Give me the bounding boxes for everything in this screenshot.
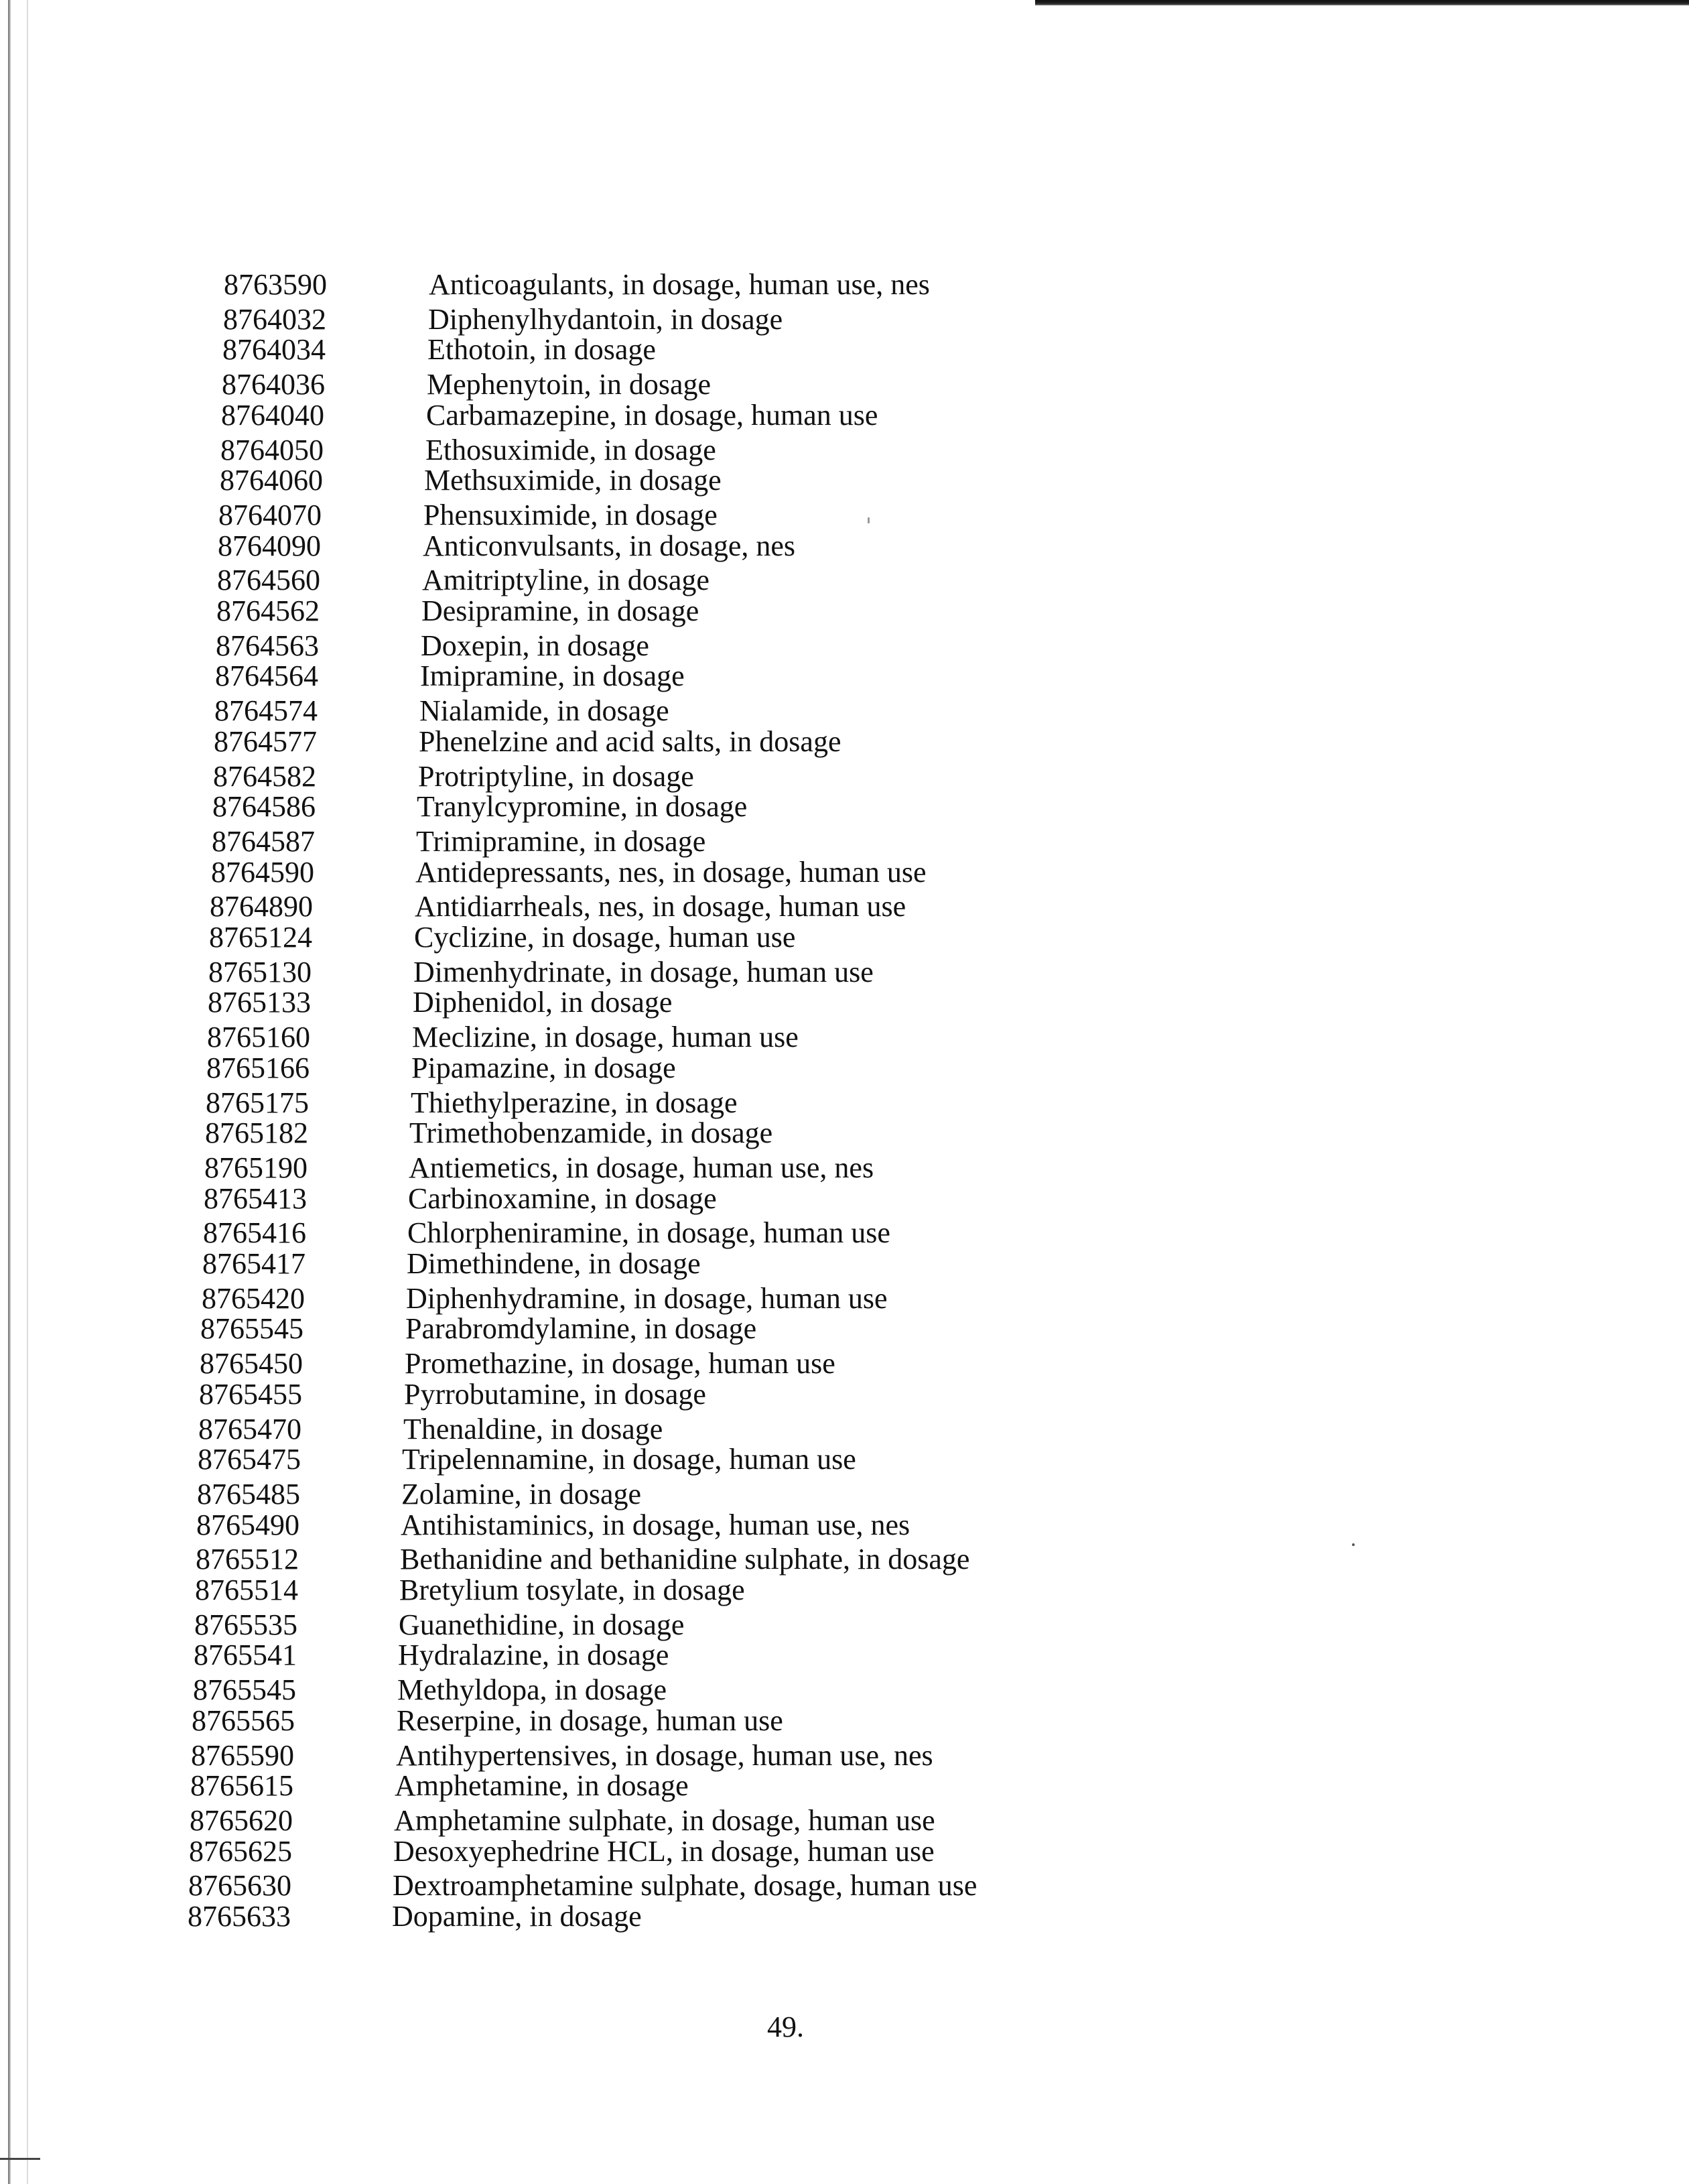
item-code: 8765630 <box>188 1869 291 1902</box>
list-item <box>0 1021 1689 1054</box>
item-code: 8764574 <box>214 694 318 727</box>
item-description: Desipramine, in dosage <box>421 594 699 627</box>
list-item <box>0 303 1689 336</box>
item-description: Carbamazepine, in dosage, human use <box>426 399 878 432</box>
item-description: Reserpine, in dosage, human use <box>397 1704 783 1737</box>
item-description: Hydralazine, in dosage <box>398 1639 669 1671</box>
item-description: Guanethidine, in dosage <box>399 1608 685 1641</box>
list-item <box>0 594 1689 628</box>
item-code: 8765615 <box>190 1769 293 1802</box>
list-item <box>0 856 1689 889</box>
list-item <box>0 1869 1689 1903</box>
item-code: 8764060 <box>220 464 323 497</box>
list-item <box>0 825 1689 858</box>
list-item <box>0 1282 1689 1315</box>
list-item <box>0 368 1689 401</box>
item-code: 8765455 <box>199 1378 302 1411</box>
item-code: 8764560 <box>217 564 320 596</box>
item-code: 8765166 <box>206 1051 310 1084</box>
list-item <box>0 1478 1689 1511</box>
list-item <box>0 1378 1689 1411</box>
scan-top-edge <box>1035 0 1689 5</box>
item-description: Tranylcypromine, in dosage <box>417 790 748 823</box>
item-code: 8765541 <box>194 1639 297 1671</box>
item-code: 8764577 <box>214 725 317 758</box>
item-code: 8764050 <box>220 434 324 466</box>
item-code: 8764564 <box>215 659 318 692</box>
item-description: Cyclizine, in dosage, human use <box>414 921 796 954</box>
item-code: 8765470 <box>198 1413 301 1446</box>
list-item <box>0 1086 1689 1120</box>
item-description: Mephenytoin, in dosage <box>427 368 712 401</box>
item-code: 8765590 <box>191 1739 294 1772</box>
item-description: Thiethylperazine, in dosage <box>411 1086 738 1119</box>
item-code: 8764590 <box>211 856 314 889</box>
item-description: Trimipramine, in dosage <box>416 825 706 858</box>
item-description: Trimethobenzamide, in dosage <box>409 1116 773 1149</box>
item-description: Imipramine, in dosage <box>420 659 685 692</box>
item-code: 8764036 <box>222 368 325 401</box>
item-description: Phenelzine and acid salts, in dosage <box>419 725 841 758</box>
item-code: 8765535 <box>194 1608 297 1641</box>
item-code: 8765450 <box>200 1347 303 1380</box>
list-item <box>0 1347 1689 1380</box>
item-code: 8765175 <box>206 1086 309 1119</box>
item-code: 8764587 <box>212 825 315 858</box>
item-description: Carbinoxamine, in dosage <box>408 1182 717 1215</box>
item-code: 8764034 <box>222 333 326 366</box>
item-description: Parabromdylamine, in dosage <box>405 1312 757 1345</box>
item-description: Phensuximide, in dosage <box>423 499 718 531</box>
item-description: Diphenidol, in dosage <box>413 986 673 1019</box>
item-code: 8764040 <box>221 399 324 432</box>
item-code: 8765420 <box>202 1282 305 1315</box>
item-description: Anticoagulants, in dosage, human use, nes <box>429 268 930 301</box>
list-item <box>0 1608 1689 1642</box>
item-description: Antidepressants, nes, in dosage, human use <box>415 856 927 889</box>
item-description: Bethanidine and bethanidine sulphate, in dosage <box>400 1543 970 1576</box>
item-code: 8764586 <box>212 790 316 823</box>
item-description: Dimethindene, in dosage <box>407 1247 701 1280</box>
item-code: 8765512 <box>196 1543 299 1576</box>
item-code: 8765625 <box>189 1835 292 1868</box>
list-item <box>0 1413 1689 1446</box>
list-item <box>0 790 1689 824</box>
item-description: Promethazine, in dosage, human use <box>405 1347 835 1380</box>
list-item <box>0 1704 1689 1738</box>
list-item <box>0 1182 1689 1216</box>
list-item <box>0 1673 1689 1707</box>
item-description: Antiemetics, in dosage, human use, nes <box>409 1151 874 1184</box>
item-description: Antihypertensives, in dosage, human use, nes <box>396 1739 933 1772</box>
item-description: Methsuximide, in dosage <box>424 464 722 497</box>
item-code: 8763590 <box>224 268 327 301</box>
list-item <box>0 629 1689 663</box>
list-item <box>0 333 1689 367</box>
item-code: 8765416 <box>203 1216 306 1249</box>
list-item <box>0 1443 1689 1476</box>
item-description: Protriptyline, in dosage <box>418 760 694 793</box>
list-item <box>0 434 1689 467</box>
item-code: 8765182 <box>205 1116 308 1149</box>
list-item <box>0 1573 1689 1607</box>
item-description: Thenaldine, in dosage <box>403 1413 663 1446</box>
list-item <box>0 464 1689 497</box>
list-item <box>0 529 1689 563</box>
item-description: Pyrrobutamine, in dosage <box>404 1378 706 1411</box>
item-description: Zolamine, in dosage <box>401 1478 642 1511</box>
page-number: 49. <box>767 2010 804 2043</box>
item-description: Nialamide, in dosage <box>419 694 669 727</box>
list-item <box>0 1639 1689 1672</box>
item-description: Doxepin, in dosage <box>421 629 649 662</box>
item-code: 8765485 <box>197 1478 300 1511</box>
item-code: 8764562 <box>216 594 320 627</box>
item-code: 8764582 <box>213 760 316 793</box>
list-item <box>0 1151 1689 1185</box>
item-code: 8764032 <box>223 303 326 336</box>
list-item <box>0 499 1689 532</box>
list-item <box>0 760 1689 793</box>
item-code: 8765160 <box>207 1021 310 1053</box>
list-item <box>0 1216 1689 1250</box>
item-description: Tripelennamine, in dosage, human use <box>402 1443 856 1476</box>
item-description: Diphenhydramine, in dosage, human use <box>406 1282 888 1315</box>
item-description: Ethotoin, in dosage <box>427 333 656 366</box>
list-item <box>0 986 1689 1019</box>
item-code: 8765413 <box>204 1182 307 1215</box>
list-item <box>0 956 1689 989</box>
list-item <box>0 1900 1689 1933</box>
item-description: Amitriptyline, in dosage <box>422 564 710 596</box>
item-code: 8765620 <box>190 1804 293 1837</box>
item-description: Anticonvulsants, in dosage, nes <box>423 529 796 562</box>
list-item <box>0 725 1689 759</box>
item-description: Dopamine, in dosage <box>392 1900 642 1933</box>
list-item <box>0 1543 1689 1576</box>
item-description: Antidiarrheals, nes, in dosage, human use <box>415 890 906 923</box>
list-item <box>0 564 1689 597</box>
item-code: 8765565 <box>192 1704 295 1737</box>
item-code: 8765133 <box>208 986 311 1019</box>
list-item <box>0 1247 1689 1281</box>
item-description: Dimenhydrinate, in dosage, human use <box>413 956 874 988</box>
list-item <box>0 1508 1689 1542</box>
item-code: 8764090 <box>218 529 321 562</box>
item-description: Chlorpheniramine, in dosage, human use <box>407 1216 890 1249</box>
item-code: 8765545 <box>200 1312 303 1345</box>
item-code: 8764070 <box>218 499 322 531</box>
item-code: 8765130 <box>208 956 312 988</box>
list-item <box>0 1835 1689 1868</box>
scan-bottom-mark <box>0 2158 40 2160</box>
list-item <box>0 1312 1689 1346</box>
list-item <box>0 890 1689 923</box>
item-description: Desoxyephedrine HCL, in dosage, human use <box>393 1835 935 1868</box>
item-code: 8765514 <box>195 1573 298 1606</box>
list-item <box>0 921 1689 954</box>
list-item <box>0 1804 1689 1838</box>
item-code: 8765633 <box>188 1900 291 1933</box>
item-description: Antihistaminics, in dosage, human use, nes <box>401 1508 910 1541</box>
item-code: 8765475 <box>198 1443 301 1476</box>
item-description: Amphetamine sulphate, in dosage, human use <box>394 1804 935 1837</box>
item-description: Methyldopa, in dosage <box>397 1673 667 1706</box>
item-code: 8765490 <box>196 1508 299 1541</box>
list-item <box>0 1051 1689 1085</box>
list-item <box>0 1739 1689 1773</box>
list-item <box>0 1116 1689 1150</box>
item-code: 8765124 <box>209 921 312 954</box>
item-code: 8765417 <box>202 1247 306 1280</box>
item-code: 8765545 <box>193 1673 296 1706</box>
list-item <box>0 1769 1689 1803</box>
list-item <box>0 659 1689 693</box>
item-description: Diphenylhydantoin, in dosage <box>428 303 783 336</box>
item-description: Meclizine, in dosage, human use <box>412 1021 799 1053</box>
item-description: Dextroamphetamine sulphate, dosage, human use <box>393 1869 977 1902</box>
item-description: Pipamazine, in dosage <box>411 1051 676 1084</box>
item-description: Bretylium tosylate, in dosage <box>399 1573 745 1606</box>
list-item <box>0 399 1689 432</box>
list-item <box>0 694 1689 728</box>
item-code: 8764890 <box>210 890 313 923</box>
item-code: 8765190 <box>204 1151 308 1184</box>
list-item <box>0 268 1689 302</box>
item-description: Ethosuximide, in dosage <box>425 434 716 466</box>
item-description: Amphetamine, in dosage <box>395 1769 689 1802</box>
item-code: 8764563 <box>216 629 319 662</box>
